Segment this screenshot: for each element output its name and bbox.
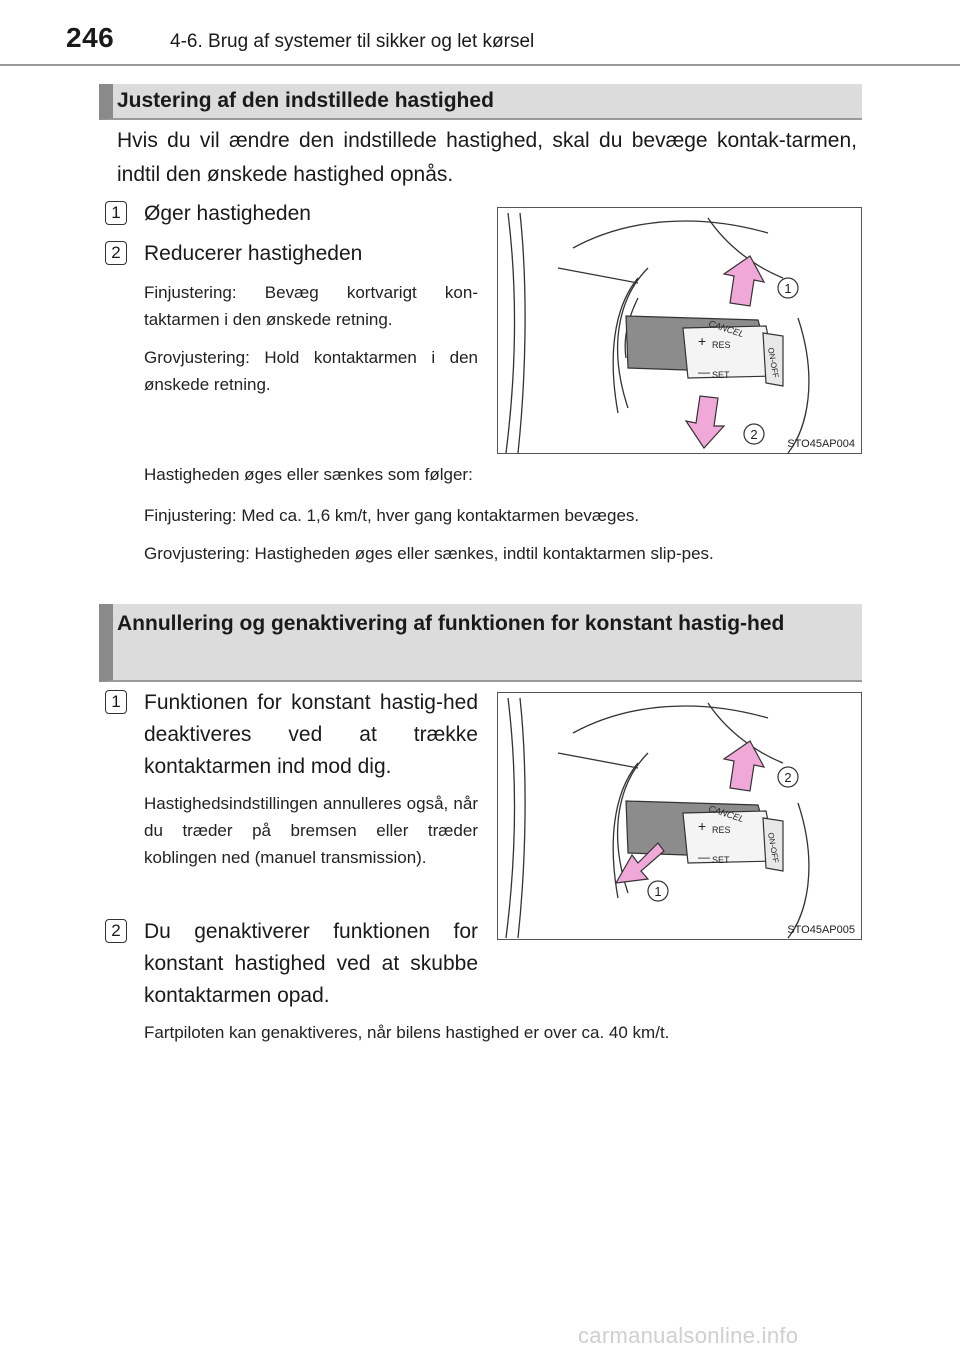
section1-intro: Hvis du vil ændre den indstillede hastighed, skal du bevæge kontak-tarmen, indtil den ønskede hastighed opnås. bbox=[117, 129, 857, 186]
cancel-label: CANCEL bbox=[707, 318, 746, 340]
speed-coarse-text: Grovjustering: Hastigheden øges eller sænkes, indtil kontaktarmen slip-pes. bbox=[144, 544, 714, 563]
callout-2-label: 2 bbox=[784, 770, 792, 785]
speed-fine-text: Finjustering: Med ca. 1,6 km/t, hver gang kontaktarmen bevæges. bbox=[144, 506, 640, 525]
item-increase-speed: Øger hastigheden bbox=[144, 202, 311, 225]
page-number: 246 bbox=[66, 22, 115, 53]
plus-label: + bbox=[698, 333, 707, 349]
header-divider bbox=[0, 64, 960, 66]
callout-1-label: 1 bbox=[784, 281, 792, 296]
item-number-badge: 1 bbox=[105, 201, 127, 225]
final-note: Fartpiloten kan genaktiveres, når bilens hastighed er over ca. 40 km/t. bbox=[144, 1023, 670, 1042]
lever-illustration-adjust bbox=[497, 207, 862, 454]
lever-drawing bbox=[498, 208, 862, 454]
item-deactivate: Funktionen for konstant hastig-hed deaktiveres ved at trække kontaktarmen ind mod dig. bbox=[144, 691, 478, 778]
plus-label: + bbox=[698, 818, 707, 834]
item-number-badge: 2 bbox=[105, 919, 127, 943]
set-label: SET bbox=[712, 370, 730, 380]
minus-label: — bbox=[698, 365, 710, 379]
arrow-down-icon bbox=[686, 396, 724, 448]
lever-illustration-cancel bbox=[497, 692, 862, 940]
res-label: RES bbox=[712, 825, 731, 835]
res-label: RES bbox=[712, 340, 731, 350]
cancel-label: CANCEL bbox=[707, 803, 746, 825]
on-off-label: ON-OFF bbox=[766, 346, 781, 379]
item-number-badge: 1 bbox=[105, 690, 127, 714]
arrow-up-icon bbox=[724, 256, 764, 306]
callout-2-label: 2 bbox=[750, 427, 758, 442]
figure-code: STO45AP005 bbox=[787, 924, 855, 936]
note-fine-adjust: Finjustering: Bevæg kortvarigt kon-taktarmen i den ønskede retning. bbox=[144, 283, 478, 329]
item-decrease-speed: Reducerer hastigheden bbox=[144, 242, 363, 265]
section-heading-cancel-resume: Annullering og genaktivering af funktionen for konstant hastig-hed bbox=[99, 604, 862, 682]
minus-label: — bbox=[698, 850, 710, 864]
note-brake-cancel: Hastighedsindstillingen annulleres også, når du træder på bremsen eller træder koblingen ned (manuel transmission). bbox=[144, 794, 478, 867]
chapter-title: 4-6. Brug af systemer til sikker og let kørsel bbox=[170, 31, 535, 52]
figure-code: STO45AP004 bbox=[787, 438, 855, 450]
watermark: carmanualsonline.info bbox=[578, 1323, 799, 1348]
note-coarse-adjust: Grovjustering: Hold kontaktarmen i den ønskede retning. bbox=[144, 348, 478, 394]
item-reactivate: Du genaktiverer funktionen for konstant hastighed ved at skubbe kontaktarmen opad. bbox=[144, 920, 478, 1007]
arrow-up-icon bbox=[724, 741, 764, 791]
speed-intro-text: Hastigheden øges eller sænkes som følger: bbox=[144, 465, 473, 484]
on-off-label: ON-OFF bbox=[766, 831, 781, 864]
section-heading-speed-adjust: Justering af den indstillede hastighed bbox=[99, 84, 862, 120]
callout-1-label: 1 bbox=[654, 884, 662, 899]
lever-drawing bbox=[498, 693, 862, 940]
set-label: SET bbox=[712, 855, 730, 865]
item-number-badge: 2 bbox=[105, 241, 127, 265]
